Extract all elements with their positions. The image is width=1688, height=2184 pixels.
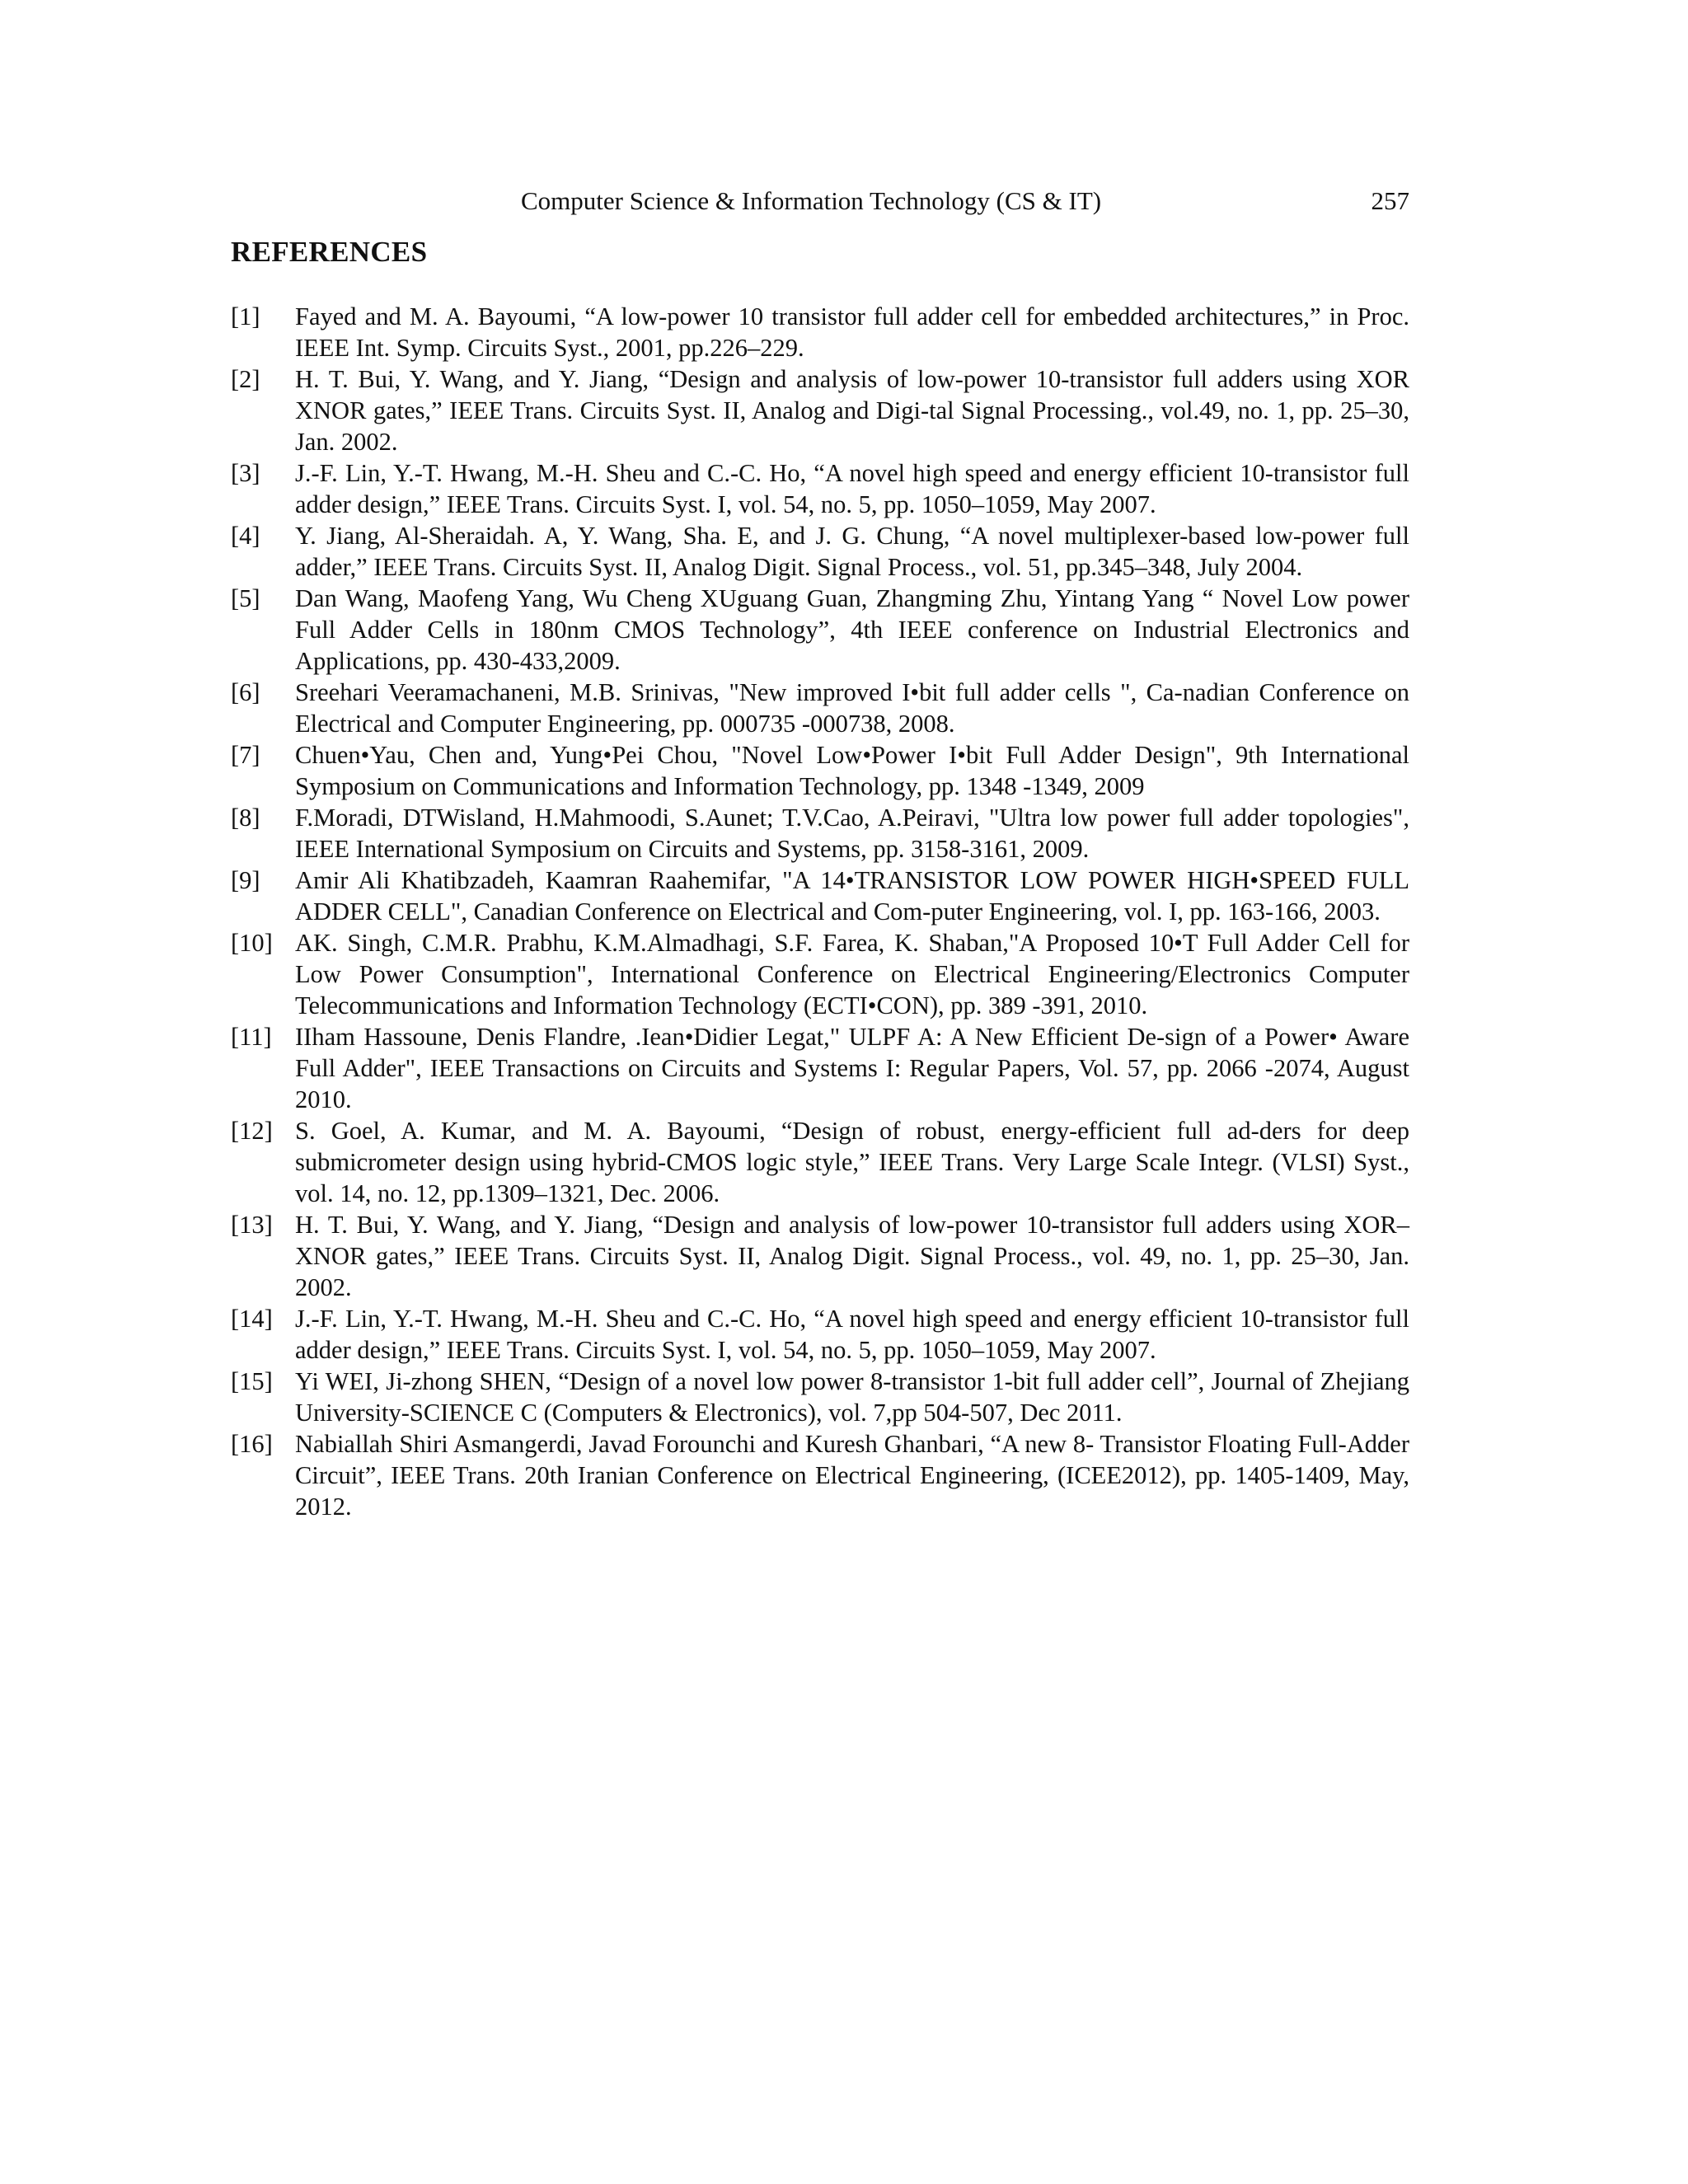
reference-text: J.-F. Lin, Y.-T. Hwang, M.-H. Sheu and C.-C. Ho, “A novel high speed and energy efficient 10-transistor full adder design,” IEEE Trans. Circuits Syst. I, vol. 54, no. 5, pp. 1050–1059, May 2007.	[295, 459, 1409, 518]
journal-title: Computer Science & Information Technology (CS & IT)	[521, 186, 1102, 215]
reference-text: Yi WEI, Ji-zhong SHEN, “Design of a novel low power 8-transistor 1-bit full adder cell”, Journal of Zhejiang University-SCIENCE C (Computers & Electronics), vol. 7,pp 504-507, Dec 2011.	[295, 1367, 1409, 1427]
reference-number: [12]	[231, 1117, 273, 1145]
reference-number: [16]	[231, 1430, 273, 1458]
reference-item	[231, 1303, 1409, 1366]
reference-item	[231, 1366, 1409, 1428]
running-header	[231, 183, 1409, 219]
reference-number: [15]	[231, 1367, 273, 1395]
reference-item	[231, 1115, 1409, 1209]
reference-text: Dan Wang, Maofeng Yang, Wu Cheng XUguang Guan, Zhangming Zhu, Yintang Yang “ Novel Low power Full Adder Cells in 180nm CMOS Technology”, 4th IEEE conference on Industrial Electronics and Applications, pp. 430-433,2009.	[295, 584, 1409, 675]
reference-text: Sreehari Veeramachaneni, M.B. Srinivas, "New improved I•bit full adder cells ", Ca-nadian Conference on Electrical and Computer Engineering, pp. 000735 -000738, 2008.	[295, 678, 1409, 738]
reference-number: [9]	[231, 866, 260, 894]
reference-item	[231, 677, 1409, 739]
reference-text: J.-F. Lin, Y.-T. Hwang, M.-H. Sheu and C.-C. Ho, “A novel high speed and energy efficient 10-transistor full adder design,” IEEE Trans. Circuits Syst. I, vol. 54, no. 5, pp. 1050–1059, May 2007.	[295, 1305, 1409, 1364]
heading-rest: EFERENCES	[251, 236, 428, 268]
reference-item	[231, 301, 1409, 363]
reference-text: Fayed and M. A. Bayoumi, “A low-power 10 transistor full adder cell for embedded architectures,” in Proc. IEEE Int. Symp. Circuits Syst., 2001, pp.226–229.	[295, 302, 1409, 362]
reference-item	[231, 520, 1409, 583]
reference-text: H. T. Bui, Y. Wang, and Y. Jiang, “Design and analysis of low-power 10-transistor full adders using XOR–XNOR gates,” IEEE Trans. Circuits Syst. II, Analog Digit. Signal Process., vol. 49, no. 1, pp. 25–30, Jan. 2002.	[295, 1211, 1409, 1301]
reference-number: [3]	[231, 459, 260, 487]
reference-text: F.Moradi, DTWisland, H.Mahmoodi, S.Aunet; T.V.Cao, A.Peiravi, "Ultra low power full adder topologies", IEEE International Symposium on Circuits and Systems, pp. 3158-3161, 2009.	[295, 804, 1409, 863]
reference-text: IIham Hassoune, Denis Flandre, .Iean•Didier Legat," ULPF A: A New Efficient De-sign of a Power• Aware Full Adder", IEEE Transactions on Circuits and Systems I: Regular Papers, Vol. 57, pp. 2066 -2074, August 2010.	[295, 1023, 1409, 1113]
reference-number: [1]	[231, 302, 260, 330]
references-heading	[231, 234, 427, 270]
reference-item	[231, 739, 1409, 802]
reference-item	[231, 865, 1409, 927]
reference-number: [14]	[231, 1305, 273, 1333]
reference-item	[231, 457, 1409, 520]
reference-text: AK. Singh, C.M.R. Prabhu, K.M.Almadhagi, S.F. Farea, K. Shaban,"A Proposed 10•T Full Adder Cell for Low Power Consumption", International Conference on Electrical Engineering/Electronics Computer Telecommunications and Information Technology (ECTI•CON), pp. 389 -391, 2010.	[295, 929, 1409, 1019]
reference-item	[231, 363, 1409, 457]
reference-text: Chuen•Yau, Chen and, Yung•Pei Chou, "Novel Low•Power I•bit Full Adder Design", 9th International Symposium on Communications and Information Technology, pp. 1348 -1349, 2009	[295, 741, 1409, 800]
reference-item	[231, 583, 1409, 677]
reference-item	[231, 1021, 1409, 1115]
reference-item	[231, 1428, 1409, 1522]
reference-number: [7]	[231, 741, 260, 769]
reference-number: [10]	[231, 929, 273, 957]
reference-item	[231, 927, 1409, 1021]
reference-list	[231, 301, 1409, 1522]
page-number: 257	[1371, 186, 1409, 215]
reference-text: Nabiallah Shiri Asmangerdi, Javad Forounchi and Kuresh Ghanbari, “A new 8- Transistor Floating Full-Adder Circuit”, IEEE Trans. 20th Iranian Conference on Electrical Engineering, (ICEE2012), pp. 1405-1409, May, 2012.	[295, 1430, 1409, 1521]
reference-text: H. T. Bui, Y. Wang, and Y. Jiang, “Design and analysis of low-power 10-transistor full adders using XOR XNOR gates,” IEEE Trans. Circuits Syst. II, Analog and Digi-tal Signal Processing., vol.49, no. 1, pp. 25–30, Jan. 2002.	[295, 365, 1409, 456]
reference-number: [4]	[231, 522, 260, 550]
reference-number: [2]	[231, 365, 260, 393]
reference-text: Y. Jiang, Al-Sheraidah. A, Y. Wang, Sha. E, and J. G. Chung, “A novel multiplexer-based low-power full adder,” IEEE Trans. Circuits Syst. II, Analog Digit. Signal Process., vol. 51, pp.345–348, July 2004.	[295, 522, 1409, 581]
reference-number: [5]	[231, 584, 260, 612]
reference-number: [8]	[231, 804, 260, 832]
reference-number: [6]	[231, 678, 260, 706]
reference-text: S. Goel, A. Kumar, and M. A. Bayoumi, “Design of robust, energy-efficient full ad-ders for deep submicrometer design using hybrid-CMOS logic style,” IEEE Trans. Very Large Scale Integr. (VLSI) Syst., vol. 14, no. 12, pp.1309–1321, Dec. 2006.	[295, 1117, 1409, 1207]
reference-item	[231, 802, 1409, 865]
reference-item	[231, 1209, 1409, 1303]
heading-initial: R	[231, 236, 252, 268]
reference-number: [13]	[231, 1211, 273, 1239]
reference-text: Amir Ali Khatibzadeh, Kaamran Raahemifar, "A 14•TRANSISTOR LOW POWER HIGH•SPEED FULL ADDER CELL", Canadian Conference on Electrical and Com-puter Engineering, vol. I, pp. 163-166, 2003.	[295, 866, 1409, 926]
reference-number: [11]	[231, 1023, 272, 1051]
